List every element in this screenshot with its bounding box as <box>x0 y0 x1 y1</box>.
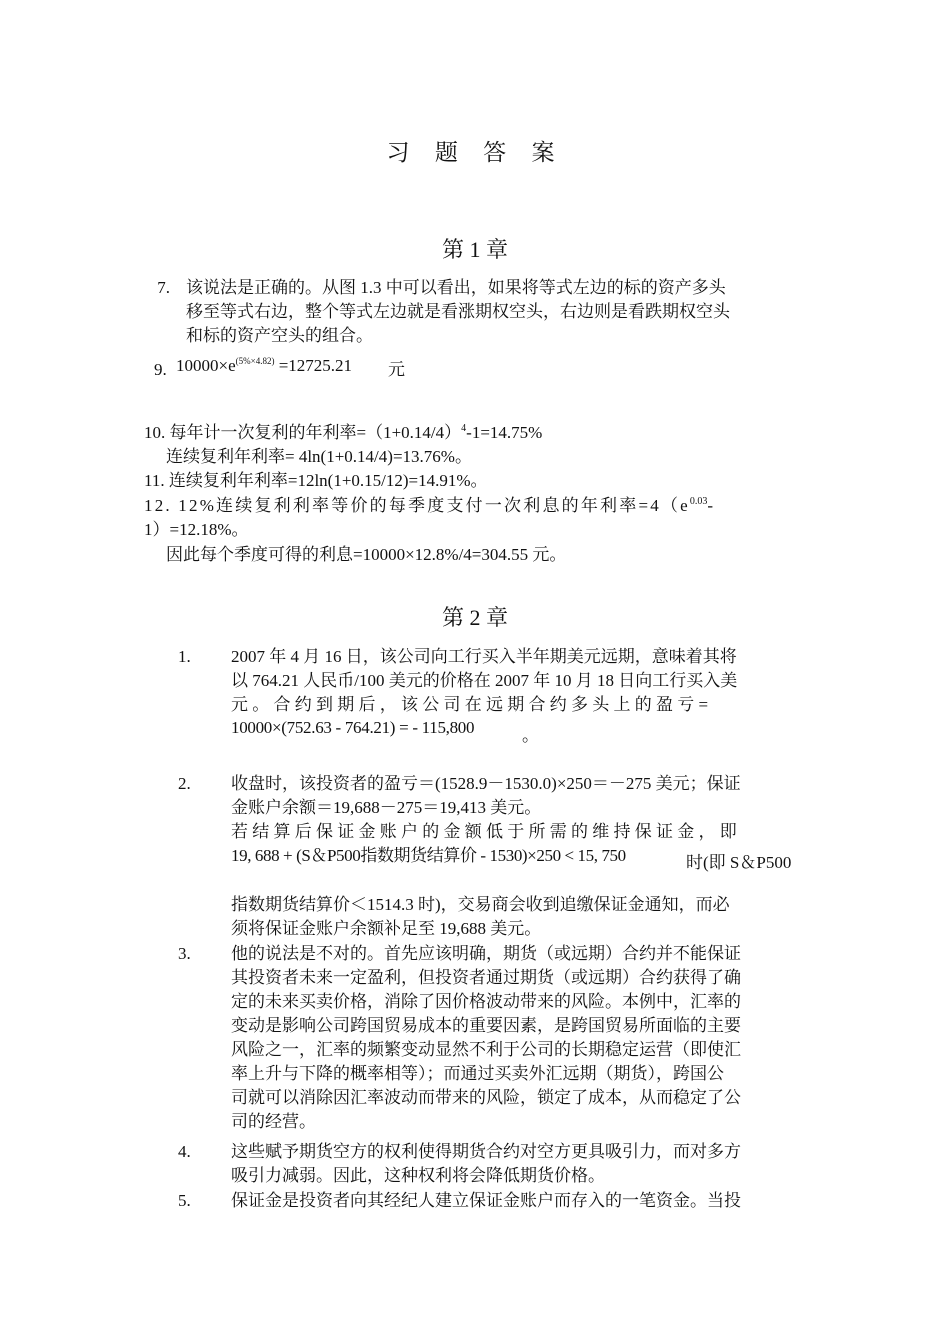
q3-line: 司就可以消除因汇率波动而带来的风险，锁定了成本，从而稳定了公 <box>231 1088 741 1107</box>
q12-line-3: 因此每个季度可得的利息=10000×12.8%/4=304.55 元。 <box>166 545 567 564</box>
q2-line: 指数期货结算价＜1514.3 时)，交易商会收到追缴保证金通知，而必 <box>231 895 730 914</box>
q10-text-a: 10. 每年计一次复利的年利率=（1+0.14/4） <box>144 423 462 442</box>
q9-formula-exponent: (5%×4.82) <box>235 356 275 366</box>
q2-line: 若 结 算 后 保 证 金 账 户 的 金 额 低 于 所 需 的 维 持 保 证 金 ， 即 <box>231 822 737 841</box>
q4-line: 这些赋予期货空方的权利使得期货合约对空方更具吸引力，而对多方 <box>231 1142 741 1161</box>
q4-text <box>231 1140 807 1188</box>
q2-formula: 19, 688 + (S＆P500指数期货结算价 - 1530)×250 < 15, 750 <box>231 846 626 865</box>
q2-text <box>231 772 807 844</box>
q12-text-b: - <box>707 496 716 515</box>
q12-line-1 <box>144 494 806 518</box>
q1-end: 。 <box>522 726 539 745</box>
q3-line: 司的经营。 <box>231 1112 316 1131</box>
q2-text-b <box>231 893 807 941</box>
q12-exponent: 0.03 <box>689 496 708 507</box>
q1-text <box>231 645 807 717</box>
q12-line-2: 1）=12.18%。 <box>144 520 249 539</box>
q3-line: 变动是影响公司跨国贸易成本的重要因素，是跨国贸易所面临的主要 <box>231 1016 741 1035</box>
q5-text <box>231 1189 807 1213</box>
q9-formula-result: =12725.21 <box>278 356 353 375</box>
page-title: 习 题 答 案 <box>386 140 564 166</box>
chapter-1-heading: 第 1 章 <box>441 237 508 262</box>
q2-formula-tail: 时(即 S＆P500 <box>686 853 792 872</box>
q9-formula-base: 10000×e <box>176 356 236 375</box>
q2-number: 2. <box>178 774 191 793</box>
q1-line: 2007 年 4 月 16 日，该公司向工行买入半年期美元远期，意味着其将 <box>231 647 737 666</box>
q1-line: 元 。 合 约 到 期 后 ， 该 公 司 在 远 期 合 约 多 头 上 的 盈 亏 = <box>231 695 709 714</box>
q9-unit: 元 <box>388 360 405 379</box>
q3-text <box>231 942 807 1134</box>
q5-number: 5. <box>178 1191 191 1210</box>
q10-line-2: 连续复利年利率= 4ln(1+0.14/4)=13.76%。 <box>166 447 472 466</box>
q3-line: 风险之一，汇率的频繁变动显然不利于公司的长期稳定运营（即使汇 <box>231 1040 741 1059</box>
q2-line: 收盘时，该投资者的盈亏＝(1528.9－1530.0)×250＝－275 美元；保证 <box>231 774 741 793</box>
chapter-2-heading: 第 2 章 <box>441 605 508 630</box>
q11-line: 11. 连续复利年利率=12ln(1+0.15/12)=14.91%。 <box>144 471 488 490</box>
q1-formula: 10000×(752.63 - 764.21) = - 115,800 <box>231 718 475 737</box>
q12-text-a: 12. 12%连续复利利率等价的每季度支付一次利息的年利率=4（e <box>144 496 690 515</box>
q3-number: 3. <box>178 944 191 963</box>
q9-formula <box>176 354 352 378</box>
q7-line: 该说法是正确的。从图 1.3 中可以看出，如果将等式左边的标的资产多头 <box>186 278 726 297</box>
q7-line: 移至等式右边，整个等式左边就是看涨期权空头，右边则是看跌期权空头 <box>186 302 730 321</box>
q4-line: 吸引力减弱。因此，这种权利将会降低期货价格。 <box>231 1166 605 1185</box>
q7-number: 7. <box>157 278 170 297</box>
q7-text <box>186 276 730 348</box>
q1-number: 1. <box>178 647 191 666</box>
q3-line: 率上升与下降的概率相等）；而通过买卖外汇远期（期货），跨国公 <box>231 1064 724 1083</box>
q10-text-b: -1=14.75% <box>466 423 543 442</box>
q2-line: 须将保证金账户余额补足至 19,688 美元。 <box>231 919 542 938</box>
q3-line: 他的说法是不对的。首先应该明确，期货（或远期）合约并不能保证 <box>231 944 741 963</box>
q10-exponent: 4 <box>461 423 467 434</box>
q2-line: 金账户余额＝19,688－275＝19,413 美元。 <box>231 798 542 817</box>
q3-line: 其投资者未来一定盈利，但投资者通过期货（或远期）合约获得了确 <box>231 968 741 987</box>
q4-number: 4. <box>178 1142 191 1161</box>
q1-line: 以 764.21 人民币/100 美元的价格在 2007 年 10 月 18 日向工行买入美 <box>231 671 738 690</box>
q10-line-1 <box>144 421 542 445</box>
q9-number: 9. <box>154 360 167 379</box>
q3-line: 定的未来买卖价格，消除了因价格波动带来的风险。本例中，汇率的 <box>231 992 741 1011</box>
q5-line: 保证金是投资者向其经纪人建立保证金账户而存入的一笔资金。当投 <box>231 1191 741 1210</box>
q7-line: 和标的资产空头的组合。 <box>186 326 373 345</box>
